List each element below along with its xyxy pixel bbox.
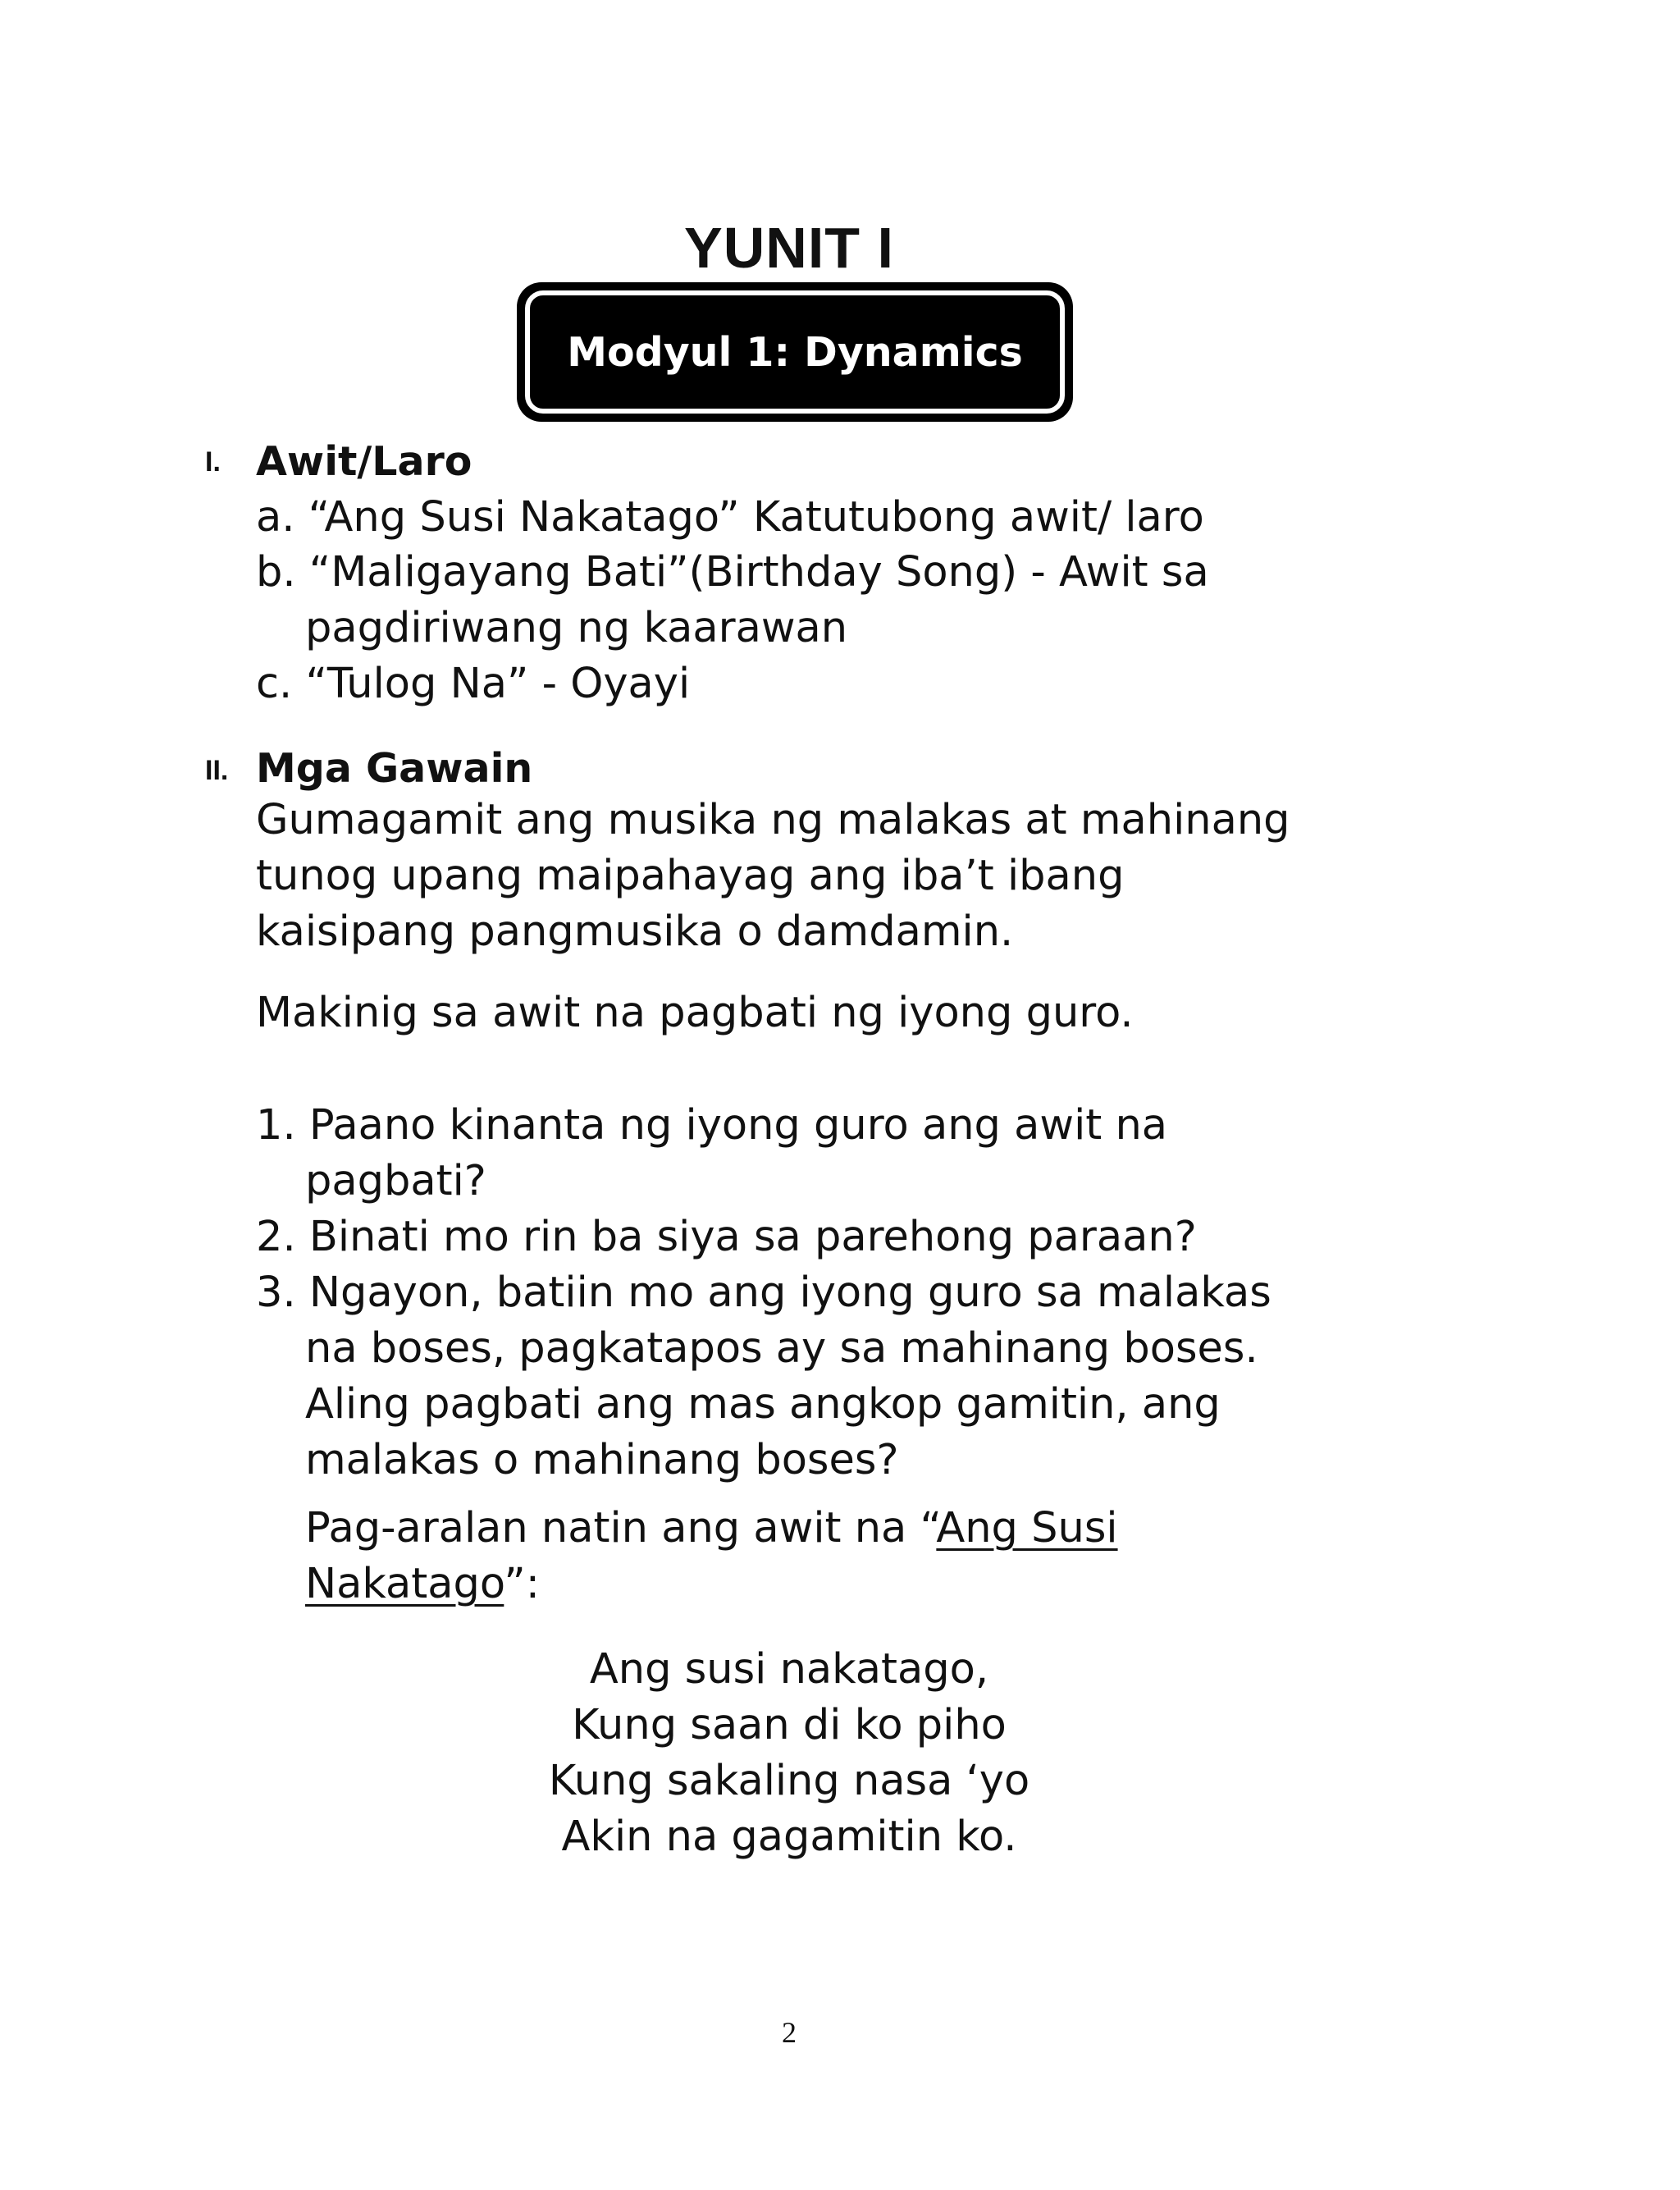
section1-heading: Awit/Laro: [256, 438, 472, 485]
question-2: 2. Binati mo rin ba siya sa parehong paraan?: [256, 1213, 1197, 1261]
module-banner: [517, 282, 1073, 422]
poem-line: Akin na gagamitin ko.: [561, 1813, 1017, 1861]
section1-item-c: c. “Tulog Na” - Oyayi: [256, 660, 691, 708]
section1-number: I.: [205, 446, 221, 478]
section1-item-b-cont: pagdiriwang ng kaarawan: [305, 604, 848, 652]
poem-line: Ang susi nakatago,: [589, 1645, 989, 1694]
question-3-cont: Aling pagbati ang mas angkop gamitin, ang: [305, 1380, 1221, 1429]
section2-heading: Mga Gawain: [256, 745, 533, 792]
section2-paragraph-line: kaisipang pangmusika o damdamin.: [256, 908, 1014, 956]
question-1: 1. Paano kinanta ng iyong guro ang awit na: [256, 1101, 1168, 1150]
study-intro-line1: [305, 1504, 1118, 1552]
song-title-part2: Nakatago: [305, 1560, 504, 1608]
section1-item-b: b. “Maligayang Bati”(Birthday Song) - Awit sa: [256, 548, 1209, 597]
page-number: 2: [782, 2016, 797, 2049]
study-suffix: ”:: [504, 1560, 540, 1608]
section2-paragraph-line: tunog upang maipahayag ang iba’t ibang: [256, 852, 1125, 900]
section2-paragraph-line: Gumagamit ang musika ng malakas at mahinang: [256, 796, 1290, 844]
question-3-cont: malakas o mahinang boses?: [305, 1436, 899, 1484]
unit-title: YUNIT I: [684, 216, 894, 280]
question-1-cont: pagbati?: [305, 1157, 486, 1205]
study-prefix: Pag-aralan natin ang awit na “: [305, 1504, 937, 1552]
poem-line: Kung saan di ko piho: [572, 1701, 1007, 1749]
song-title-part1: Ang Susi: [936, 1504, 1118, 1552]
poem-line: Kung sakaling nasa ‘yo: [548, 1757, 1030, 1805]
section2-number: II.: [205, 755, 229, 786]
section1-item-a: a. “Ang Susi Nakatago” Katutubong awit/ laro: [256, 493, 1204, 542]
question-3-cont: na boses, pagkatapos ay sa mahinang boses.: [305, 1324, 1258, 1373]
study-intro-line2: [305, 1560, 540, 1608]
section2-instruction: Makinig sa awit na pagbati ng iyong guro.: [256, 989, 1134, 1037]
question-3: 3. Ngayon, batiin mo ang iyong guro sa malakas: [256, 1269, 1271, 1317]
module-label: Modyul 1: Dynamics: [525, 290, 1065, 414]
